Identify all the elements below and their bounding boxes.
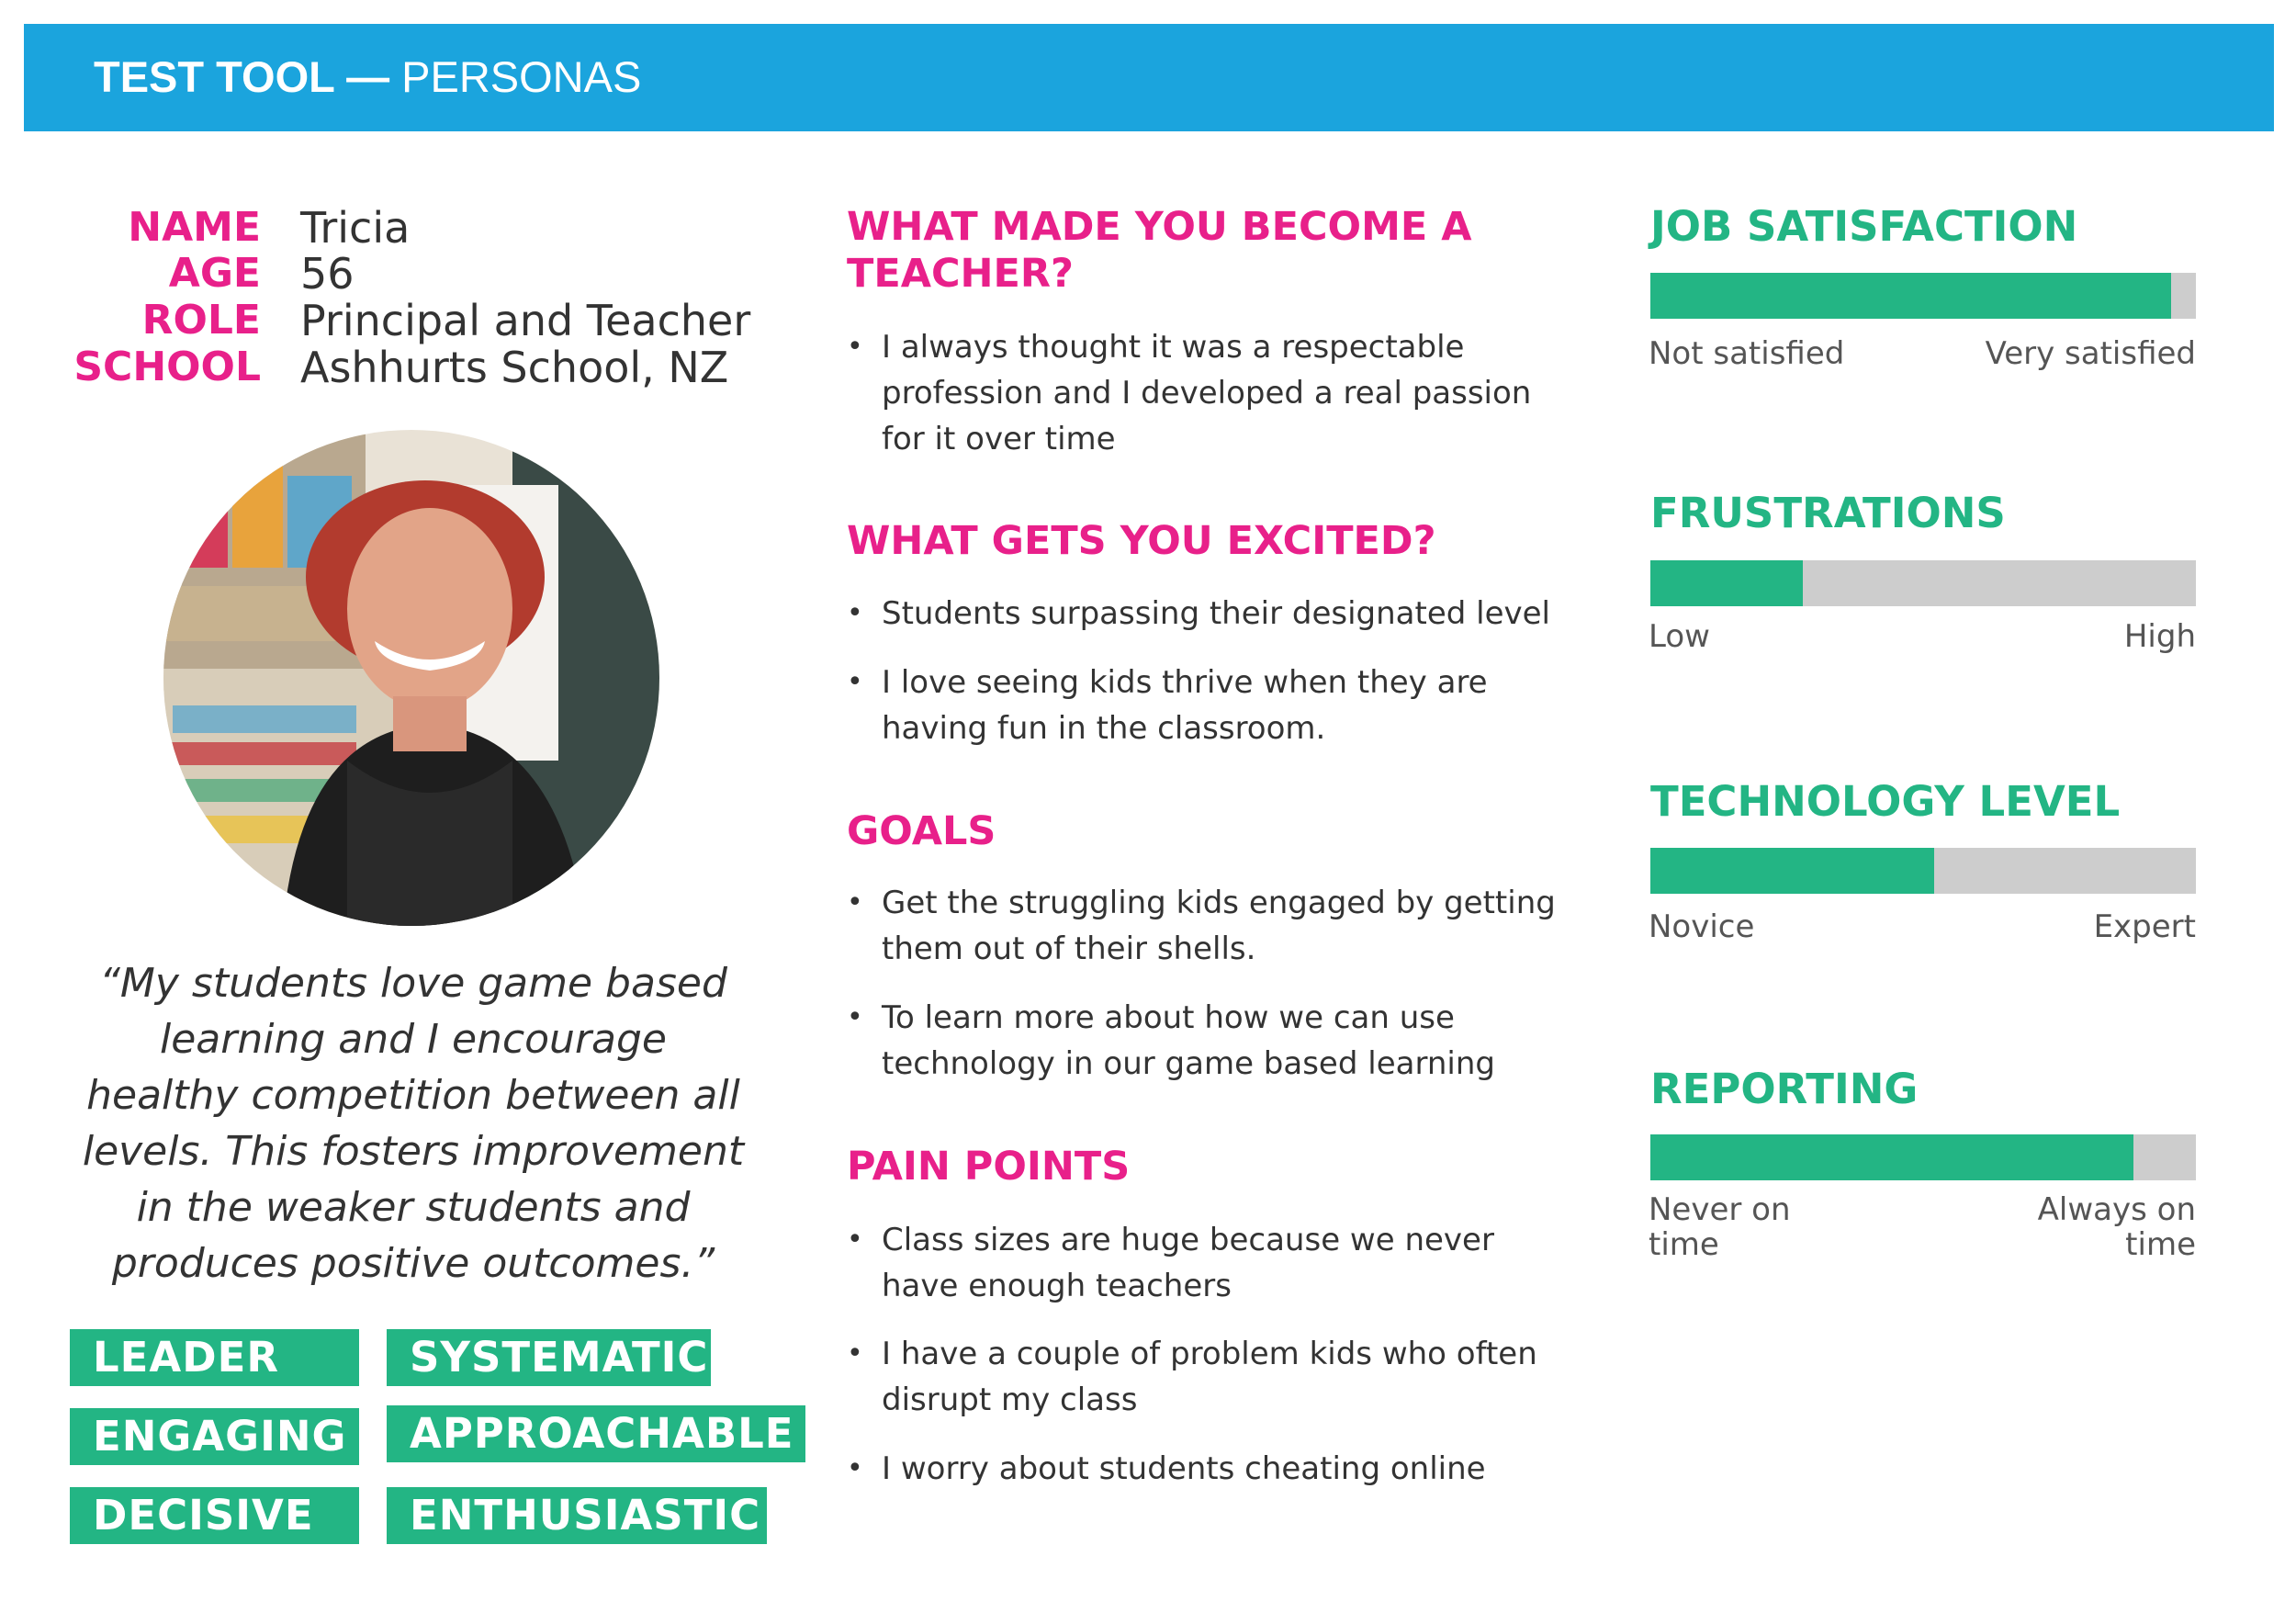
list-item-text: To learn more about how we can use [882, 999, 1455, 1036]
list-item [847, 1446, 1572, 1492]
portrait-photo [163, 430, 659, 926]
quote-line: levels. This fosters improvement [82, 1128, 745, 1175]
quote-line: healthy competition between all [86, 1072, 740, 1119]
scale-low-label [1649, 1192, 1791, 1262]
tag-decisive: DECISIVE [70, 1487, 359, 1544]
scale-label-text: Never on [1649, 1191, 1791, 1228]
list-item [847, 324, 1572, 462]
list-item [847, 1217, 1572, 1309]
bullet-icon: • [847, 597, 863, 629]
list-item [847, 660, 1572, 751]
list-item-text: having fun in the classroom. [882, 710, 1326, 747]
quote-line: “My students love game based [99, 960, 727, 1007]
scale-label-text: Low [1649, 618, 1710, 655]
tag-systematic: SYSTEMATIC [387, 1329, 711, 1386]
quote-line: in the weaker students and [136, 1184, 691, 1231]
list-item-text: I love seeing kids thrive when they are [882, 664, 1488, 701]
age-value: 56 [300, 249, 355, 299]
list-item-text: Class sizes are huge because we never [882, 1222, 1494, 1258]
question-heading: WHAT MADE YOU BECOME A [847, 204, 1472, 250]
role-label: ROLE [141, 297, 261, 344]
scale-title-job-satisfaction: JOB SATISFACTION [1650, 202, 2078, 251]
list-item-text: I have a couple of problem kids who often [882, 1336, 1537, 1372]
scale-label-text: Novice [1649, 908, 1755, 945]
scale-label-text: Not satisfied [1649, 335, 1845, 372]
bullet-icon: • [847, 1337, 863, 1370]
scale-title-frustrations: FRUSTRATIONS [1650, 489, 2006, 537]
list-item-text: have enough teachers [882, 1268, 1232, 1304]
question-heading: TEACHER? [847, 251, 1074, 297]
bullet-icon: • [847, 1001, 863, 1033]
list-item-text: I worry about students cheating online [882, 1450, 1486, 1487]
list-item-text: Get the struggling kids engaged by getting [882, 885, 1556, 921]
bullet-icon: • [847, 666, 863, 698]
list-item [847, 995, 1572, 1087]
tag-leader: LEADER [70, 1329, 359, 1386]
list-item-text: for it over time [882, 421, 1116, 457]
scale-label-text: Very satisfied [1985, 335, 2196, 372]
school-value: Ashhurts School, NZ [300, 343, 729, 392]
scale-high-label [1920, 1192, 2196, 1262]
name-value: Tricia [300, 203, 411, 253]
bullet-icon: • [847, 331, 863, 363]
scale-low-label [1649, 336, 1844, 371]
list-item-text: technology in our game based learning [882, 1045, 1495, 1082]
bullet-icon: • [847, 886, 863, 919]
scale-label-text: Always on [2037, 1191, 2196, 1228]
name-label: NAME [128, 204, 261, 251]
scale-label-text: time [2125, 1226, 2196, 1263]
scale-label-text: Expert [2093, 908, 2196, 945]
list-item-text: I always thought it was a respectable [882, 329, 1465, 366]
scale-low-label [1649, 909, 1754, 944]
list-item-text: disrupt my class [882, 1382, 1138, 1418]
scale-fill [1650, 560, 1803, 606]
tag-enthusiastic: ENTHUSIASTIC [387, 1487, 767, 1544]
scale-fill [1650, 273, 2171, 319]
title-rest: PERSONAS [401, 52, 642, 101]
scale-label-text: time [1649, 1226, 1719, 1263]
scale-high-label [1920, 619, 2196, 654]
scale-fill [1650, 1134, 2133, 1180]
scale-bar-technology-level [1650, 848, 2196, 894]
age-label: AGE [168, 250, 261, 297]
scale-low-label [1649, 619, 1710, 654]
list-item [847, 591, 1572, 637]
scale-bar-reporting [1650, 1134, 2196, 1180]
quote-line: learning and I encourage [160, 1016, 667, 1063]
scale-bar-job-satisfaction [1650, 273, 2196, 319]
portrait-illustration [163, 430, 659, 926]
title-bold: TEST TOOL — [94, 52, 390, 101]
list-item-text: profession and I developed a real passion [882, 375, 1532, 412]
scale-high-label [1920, 909, 2196, 944]
page-title [94, 50, 641, 105]
persona-quote [55, 955, 771, 1291]
quote-line: produces positive outcomes.” [111, 1240, 715, 1287]
list-item-text: them out of their shells. [882, 930, 1256, 967]
scale-high-label [1920, 336, 2196, 371]
tag-engaging: ENGAGING [70, 1408, 359, 1465]
question-heading: GOALS [847, 808, 996, 854]
question-heading: PAIN POINTS [847, 1144, 1131, 1190]
tag-approachable: APPROACHABLE [387, 1405, 805, 1462]
scale-title-technology-level: TECHNOLOGY LEVEL [1650, 777, 2121, 826]
scale-label-text: High [2123, 618, 2196, 655]
bullet-icon: • [847, 1224, 863, 1256]
question-heading: WHAT GETS YOU EXCITED? [847, 518, 1436, 564]
header-banner [24, 24, 2274, 131]
bullet-icon: • [847, 1452, 863, 1484]
list-item [847, 1331, 1572, 1423]
role-value: Principal and Teacher [300, 296, 751, 345]
list-item [847, 880, 1572, 972]
scale-bar-frustrations [1650, 560, 2196, 606]
list-item-text: Students surpassing their designated level [882, 595, 1550, 632]
school-label: SCHOOL [73, 344, 261, 390]
scale-title-reporting: REPORTING [1650, 1065, 1919, 1113]
scale-fill [1650, 848, 1934, 894]
